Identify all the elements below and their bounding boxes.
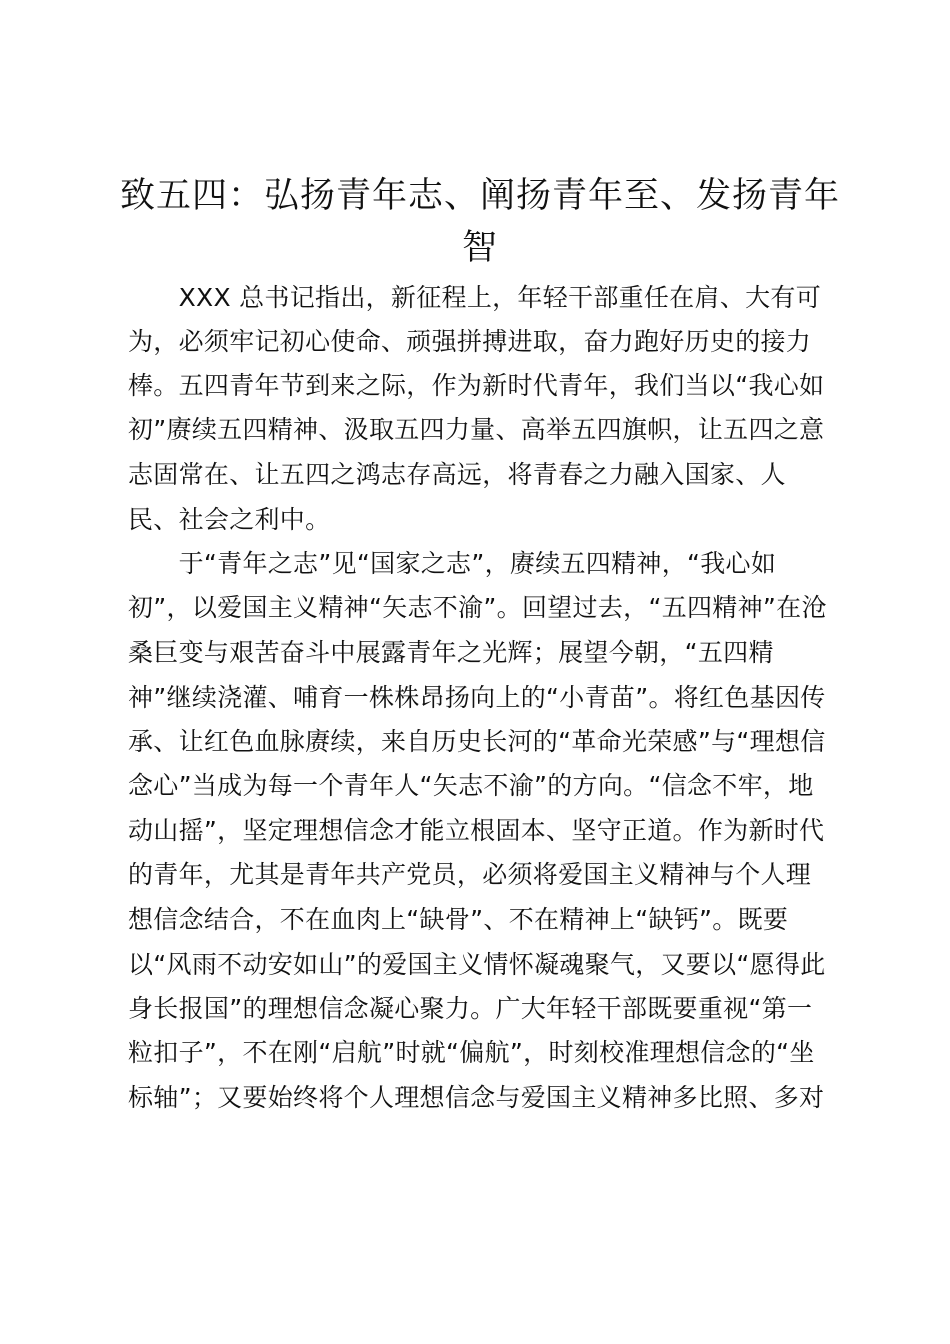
text-line: 初”赓续五四精神、汲取五四力量、高举五四旗帜，让五四之意 bbox=[128, 415, 825, 444]
text-line: 棒。五四青年节到来之际，作为新时代青年，我们当以“我心如 bbox=[128, 371, 825, 400]
text-line: 标轴”；又要始终将个人理想信念与爱国主义精神多比照、多对 bbox=[128, 1083, 825, 1112]
text-line: 粒扣子”，不在刚“启航”时就“偏航”，时刻校准理想信念的“坐 bbox=[128, 1038, 815, 1067]
text-line: 念心”当成为每一个青年人“矢志不渝”的方向。“信念不牢，地 bbox=[128, 771, 814, 800]
text-line: XXX 总书记指出，新征程上，年轻干部重任在肩、大有可 bbox=[128, 283, 822, 312]
text-line: 为，必须牢记初心使命、顽强拼搏进取，奋力跑好历史的接力 bbox=[128, 327, 812, 356]
text-line: 志固常在、让五四之鸿志存高远，将青春之力融入国家、人 bbox=[128, 460, 786, 489]
text-line: 桑巨变与艰苦奋斗中展露青年之光辉；展望今朝，“五四精 bbox=[128, 638, 774, 667]
text-line: 承、让红色血脉赓续，来自历史长河的“革命光荣感”与“理想信 bbox=[128, 727, 826, 756]
title-line-2: 智 bbox=[461, 228, 498, 268]
text-line: 以“风雨不动安如山”的爱国主义情怀凝魂聚气，又要以“愿得此 bbox=[128, 950, 826, 979]
text-line: 神”继续浇灌、哺育一株株昂扬向上的“小青苗”。将红色基因传 bbox=[128, 683, 826, 712]
text-line: 动山摇”，坚定理想信念才能立根固本、坚守正道。作为新时代 bbox=[128, 816, 825, 845]
text-line: 初”，以爱国主义精神“矢志不渝”。回望过去，“五四精神”在沧 bbox=[128, 593, 827, 622]
text-line: 民、社会之利中。 bbox=[128, 505, 331, 534]
title-line-1: 致五四：弘扬青年志、阐扬青年至、发扬青年 bbox=[120, 176, 841, 216]
document-title bbox=[120, 170, 840, 274]
text-line: 想信念结合，不在血肉上“缺骨”、不在精神上“缺钙”。既要 bbox=[128, 905, 789, 934]
text-line: 身长报国”的理想信念凝心聚力。广大年轻干部既要重视“第一 bbox=[128, 994, 813, 1023]
text-line: 于“青年之志”见“国家之志”，赓续五四精神，“我心如 bbox=[128, 549, 777, 578]
text-line: 的青年，尤其是青年共产党员，必须将爱国主义精神与个人理 bbox=[128, 860, 812, 889]
